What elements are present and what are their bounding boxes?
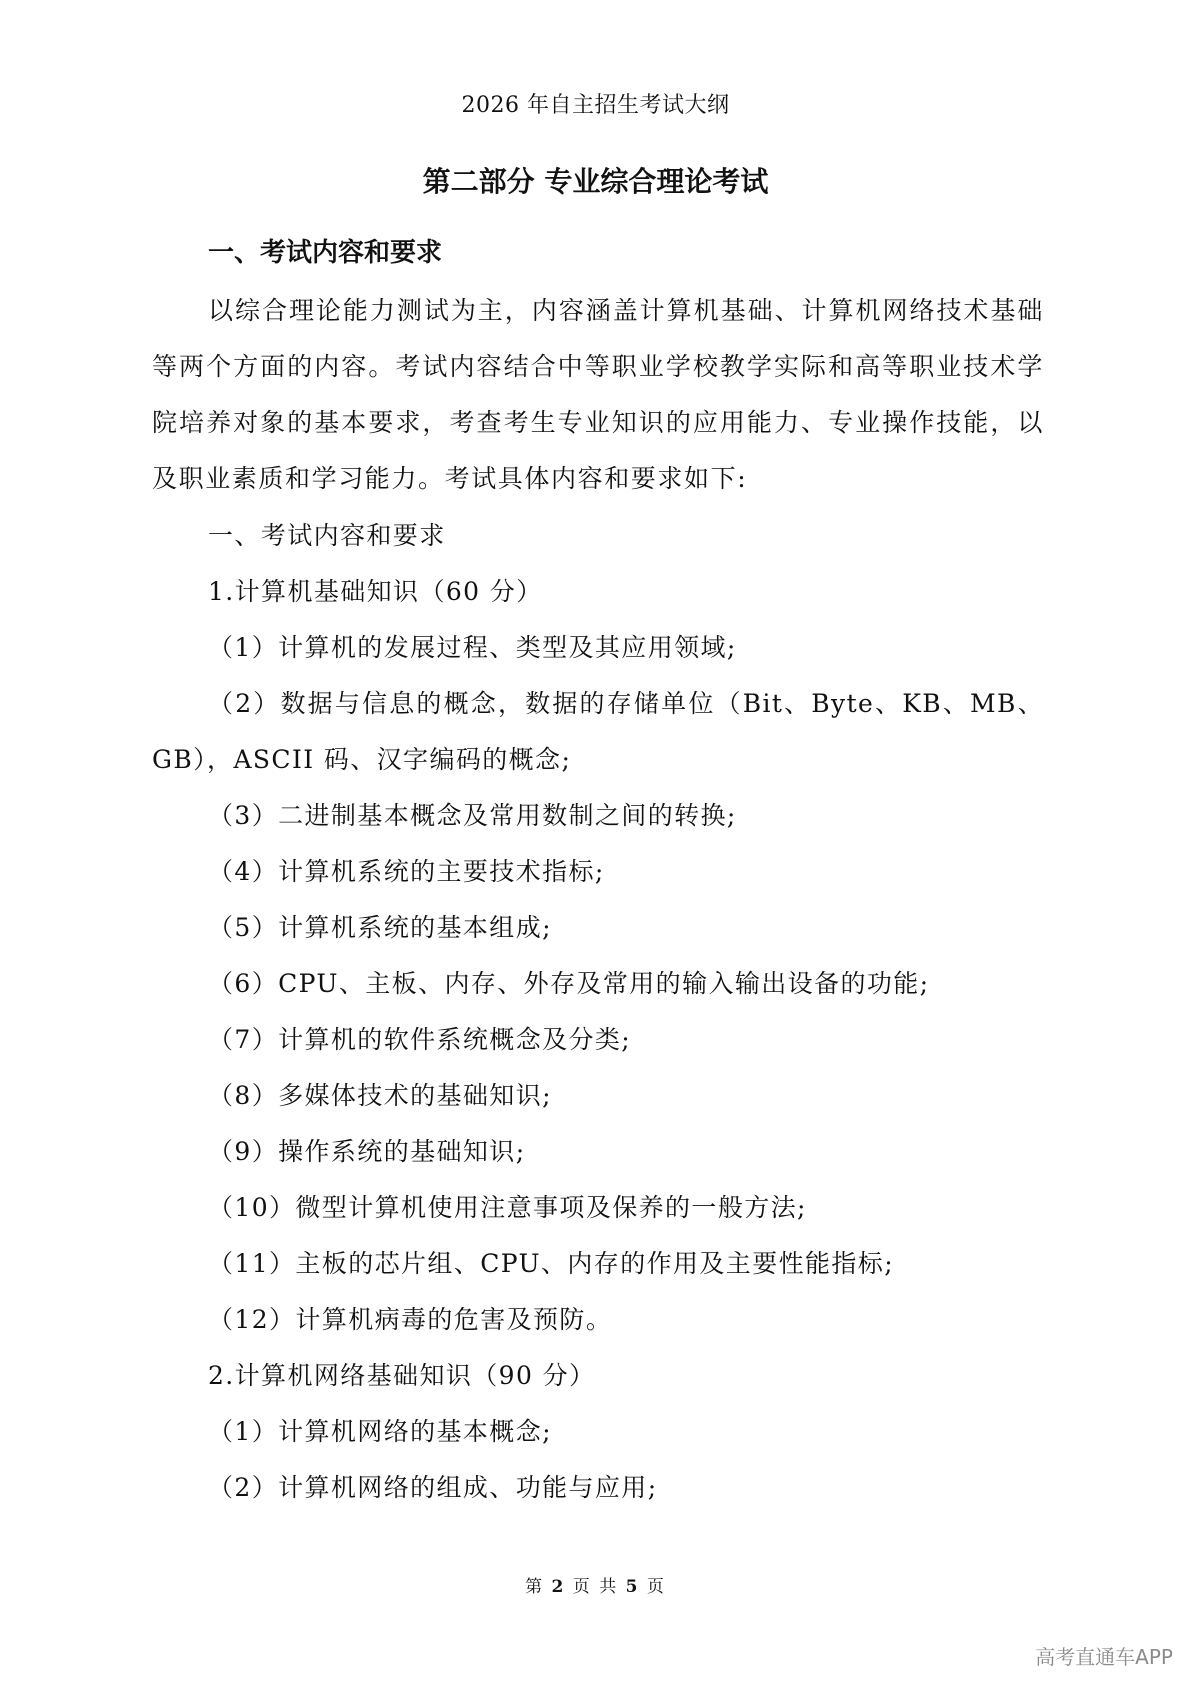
list-item: （9）操作系统的基础知识; (208, 1137, 526, 1166)
list-item: （6）CPU、主板、内存、外存及常用的输入输出设备的功能; (208, 969, 930, 998)
topic-heading-network-basics: 2.计算机网络基础知识（90 分） (208, 1361, 596, 1390)
current-page-number: 2 (551, 1577, 566, 1597)
list-item: （3）二进制基本概念及常用数制之间的转换; (208, 801, 737, 830)
content-list (152, 508, 1044, 1516)
part-title: 第二部分 专业综合理论考试 (422, 165, 769, 198)
list-item: （12）计算机病毒的危害及预防。 (208, 1305, 613, 1334)
list-item: （10）微型计算机使用注意事项及保养的一般方法; (208, 1193, 807, 1222)
list-item: （1）计算机的发展过程、类型及其应用领域; (208, 633, 737, 662)
list-item: （2）计算机网络的组成、功能与应用; (208, 1473, 658, 1502)
total-pages-number: 5 (625, 1577, 640, 1597)
intro-paragraph: 以综合理论能力测试为主，内容涵盖计算机基础、计算机网络技术基础等两个方面的内容。考试内容结合中等职业学校教学实际和高等职业技术学院培养对象的基本要求，考查考生专业知识的应用能力、专业操作技能，以及职业素质和学习能力。考试具体内容和要求如下: (152, 296, 1044, 493)
content-subheading: 一、考试内容和要求 (208, 521, 446, 550)
list-item: （2）数据与信息的概念，数据的存储单位（Bit、Byte、KB、MB、GB），ASCII 码、汉字编码的概念; (152, 689, 1044, 774)
list-item: （4）计算机系统的主要技术指标; (208, 857, 605, 886)
footer-suffix: 页 (646, 1577, 666, 1597)
list-item: （5）计算机系统的基本组成; (208, 913, 552, 942)
list-item: （1）计算机网络的基本概念; (208, 1417, 552, 1446)
footer-middle: 页 共 (572, 1577, 619, 1597)
list-item: （7）计算机的软件系统概念及分类; (208, 1025, 632, 1054)
topic-heading-computer-basics: 1.计算机基础知识（60 分） (208, 577, 543, 606)
section-heading: 一、考试内容和要求 (208, 238, 443, 268)
watermark: 高考直通车APP (1035, 1645, 1173, 1669)
footer-prefix: 第 (525, 1577, 545, 1597)
page-number-footer (0, 1572, 1191, 1597)
list-item: （8）多媒体技术的基础知识; (208, 1081, 552, 1110)
document-header: 2026 年自主招生考试大纲 (461, 93, 730, 118)
list-item: （11）主板的芯片组、CPU、内存的作用及主要性能指标; (208, 1249, 895, 1278)
